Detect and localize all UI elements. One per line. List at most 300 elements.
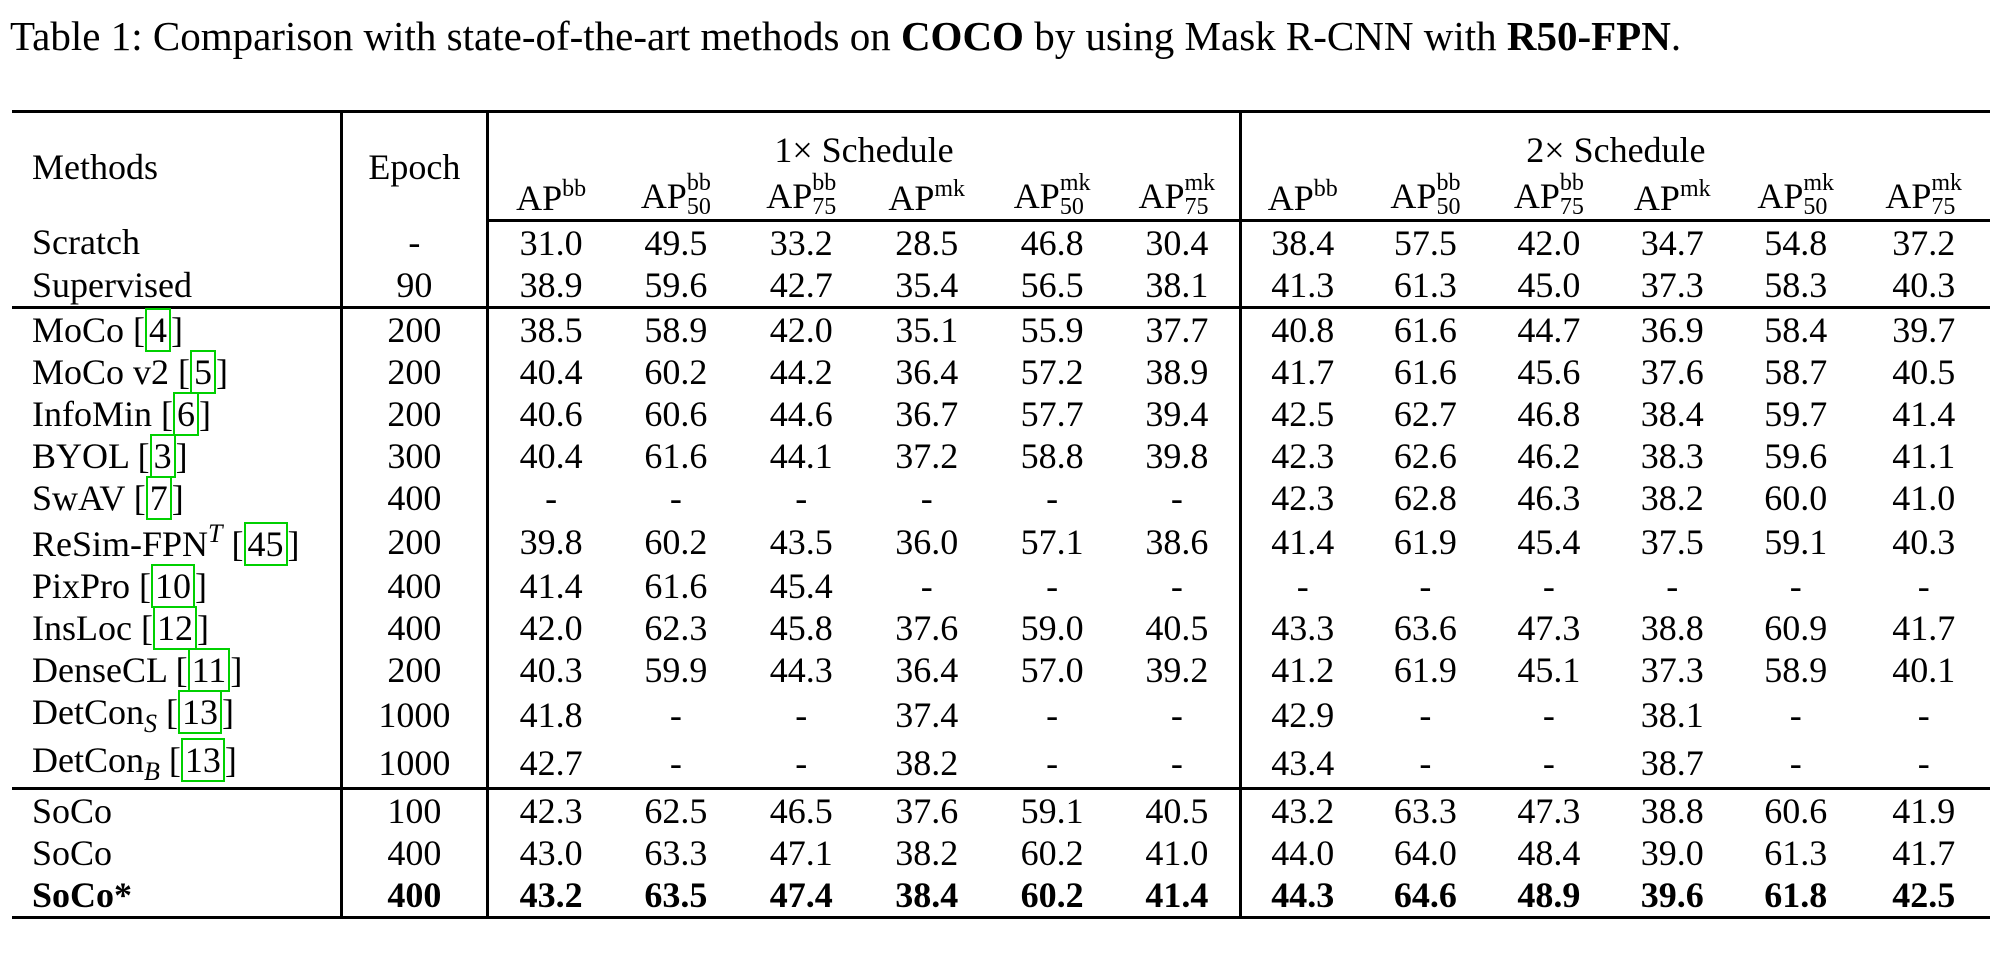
method-name: MoCo (32, 310, 134, 350)
metric-label (888, 178, 965, 218)
value-cell: 37.3 (1640, 650, 1704, 690)
metric-header (1734, 171, 1857, 221)
method-cell: ReSim-$FPN^T$ [ 45 ] (12, 519, 341, 565)
epoch-cell: 1000 (341, 691, 488, 739)
value-cell: 46.2 (1517, 436, 1581, 476)
caption-suffix: . (1670, 13, 1682, 59)
citation-link[interactable]: 12 (153, 606, 197, 650)
metric-sub: 75 (1184, 194, 1209, 220)
value-cell: 40.4 (519, 436, 583, 476)
method-subscript: B (144, 757, 160, 786)
value-cell: 44.0 (1271, 833, 1335, 873)
epoch-cell: 1000 (341, 739, 488, 789)
value-cell: 43.0 (519, 833, 583, 873)
value-cell: 40.6 (519, 394, 583, 434)
header-epoch: Epoch (341, 112, 488, 221)
caption-dataset: COCO (900, 13, 1024, 59)
method-cell: MoCo v2 [ 5 ] (12, 351, 341, 393)
value-cell: 37.2 (895, 436, 959, 476)
value-cell: 57.7 (1020, 394, 1084, 434)
metric-sup: bb (1313, 176, 1338, 202)
table-row (12, 832, 1990, 874)
value-cell: 38.7 (1640, 743, 1704, 783)
value-cell: 39.6 (1611, 874, 1734, 918)
value-cell: 58.4 (1734, 308, 1857, 352)
value-cell: 41.4 (519, 566, 583, 606)
epoch-cell: 400 (341, 874, 488, 918)
value-cell: 42.7 (769, 265, 833, 305)
value-cell: 44.2 (769, 352, 833, 392)
value-cell: 47.4 (739, 874, 864, 918)
citation-link[interactable]: 11 (188, 648, 231, 692)
metric-scripts (1560, 171, 1584, 219)
metric-base: AP (888, 178, 935, 218)
epoch-cell: 400 (341, 832, 488, 874)
epoch-cell: 90 (341, 264, 488, 308)
schedule-2x-label: 2× Schedule (1526, 130, 1706, 170)
method-cell (12, 832, 341, 874)
citation-link[interactable]: 13 (178, 690, 222, 734)
value-cell: 59.6 (1764, 436, 1828, 476)
value-cell: 40.4 (519, 352, 583, 392)
value-cell: 62.5 (613, 789, 738, 833)
caption-prefix: Table 1: Comparison with state-of-the-art methods on (10, 13, 901, 59)
value-cell: 46.8 (1020, 223, 1084, 263)
value-cell: 40.5 (1115, 607, 1240, 649)
value-cell: 59.6 (644, 265, 708, 305)
value-cell: 38.8 (1640, 608, 1704, 648)
method-cell: DetCon$_S$ [ 13 ] (12, 691, 341, 739)
method-name: DetCon (32, 692, 144, 732)
method-name: SoCo (32, 791, 113, 831)
metric-scripts (1060, 171, 1091, 219)
value-cell: 60.6 (1734, 789, 1857, 833)
table-row (12, 691, 1990, 739)
metric-base: AP (1267, 178, 1314, 218)
method-name: DetCon (32, 740, 144, 780)
value-cell: 42.3 (1271, 436, 1335, 476)
value-cell: 38.8 (1611, 789, 1734, 833)
method-name: InfoMin (32, 394, 161, 434)
table-row (12, 739, 1990, 789)
value-cell: 63.6 (1393, 608, 1457, 648)
value-cell: 49.5 (644, 223, 708, 263)
value-cell: 43.2 (488, 874, 613, 918)
value-cell: 41.4 (1892, 394, 1956, 434)
metric-scripts (1436, 171, 1460, 219)
value-cell: 42.0 (739, 308, 864, 352)
method-cell (12, 874, 341, 918)
value-cell: 39.8 (519, 522, 583, 562)
value-cell: 40.8 (1240, 308, 1363, 352)
value-cell: 42.3 (1271, 478, 1335, 518)
table-row (12, 874, 1990, 918)
method-cell: InfoMin [ 6 ] (12, 393, 341, 435)
value-cell: 60.2 (644, 352, 708, 392)
table-row (12, 789, 1990, 833)
value-cell: 41.2 (1271, 650, 1335, 690)
value-cell: 40.3 (1892, 522, 1956, 562)
value-cell: 56.5 (1020, 265, 1084, 305)
method-name: InsLoc (32, 608, 141, 648)
value-cell: 44.1 (769, 436, 833, 476)
metric-sup: bb (1559, 170, 1584, 196)
method-cell: BYOL [ 3 ] (12, 435, 341, 477)
value-cell: 57.1 (1020, 522, 1084, 562)
metric-label (1757, 170, 1835, 220)
value-cell: - (1296, 566, 1309, 606)
value-cell: 38.1 (1640, 695, 1704, 735)
value-cell: 40.1 (1892, 650, 1956, 690)
value-cell: 41.0 (1892, 478, 1956, 518)
value-cell: 41.4 (1271, 522, 1335, 562)
value-cell: 43.2 (1240, 789, 1363, 833)
value-cell: - (1046, 695, 1059, 735)
metric-sub: 50 (1436, 194, 1461, 220)
value-cell: 35.4 (895, 265, 959, 305)
value-cell: 45.8 (769, 608, 833, 648)
value-cell: 38.9 (1115, 351, 1240, 393)
metric-sup: mk (1059, 170, 1091, 196)
value-cell: 45.0 (1517, 265, 1581, 305)
value-cell: - (1046, 478, 1059, 518)
value-cell: 61.3 (1764, 833, 1828, 873)
metric-sup: mk (1931, 170, 1963, 196)
value-cell: 61.9 (1393, 650, 1457, 690)
value-cell: 38.6 (1115, 519, 1240, 565)
metric-header (1611, 171, 1734, 221)
metric-base: AP (1633, 178, 1680, 218)
metric-sup: mk (1803, 170, 1835, 196)
method-name: PixPro (32, 566, 140, 606)
header-methods: Methods (12, 112, 341, 221)
metric-scripts (812, 171, 836, 219)
value-cell: 63.3 (1364, 789, 1487, 833)
value-cell: 38.5 (488, 308, 613, 352)
citation-link[interactable]: 5 (190, 350, 216, 394)
value-cell: - (795, 478, 808, 518)
value-cell: 61.8 (1734, 874, 1857, 918)
value-cell: 42.3 (488, 789, 613, 833)
value-cell: 38.4 (864, 874, 989, 918)
value-cell: 61.6 (644, 436, 708, 476)
value-cell: 41.0 (1115, 832, 1240, 874)
value-cell: 60.9 (1764, 608, 1828, 648)
header-schedule-1x (488, 112, 1241, 172)
method-name: DenseCL (32, 650, 176, 690)
value-cell: - (1046, 566, 1059, 606)
value-cell: 58.7 (1764, 352, 1828, 392)
metric-base: AP (1757, 176, 1804, 216)
value-cell: 39.0 (1640, 833, 1704, 873)
value-cell: 30.4 (1115, 221, 1240, 265)
value-cell: - (1917, 743, 1930, 783)
value-cell: 46.3 (1517, 478, 1581, 518)
method-name: SwAV (32, 478, 134, 518)
epoch-cell: 200 (341, 649, 488, 691)
value-cell: 36.4 (895, 352, 959, 392)
value-cell: 37.5 (1640, 522, 1704, 562)
value-cell: - (795, 743, 808, 783)
table-body (12, 112, 1990, 918)
method-name: Scratch (32, 222, 140, 263)
value-cell: 41.8 (519, 695, 583, 735)
value-cell: - (669, 478, 682, 518)
value-cell: 38.4 (1271, 223, 1335, 263)
value-cell: 37.6 (895, 608, 959, 648)
metric-sup: mk (1184, 170, 1216, 196)
epoch-cell: 200 (341, 519, 488, 565)
epoch-cell: 200 (341, 351, 488, 393)
epoch-cell: 300 (341, 435, 488, 477)
value-cell: 41.4 (1115, 874, 1240, 918)
metric-header (864, 171, 989, 221)
value-cell: 45.4 (769, 566, 833, 606)
citation-link[interactable]: 13 (181, 738, 225, 782)
method-name: SoCo (32, 833, 113, 873)
value-cell: 36.4 (895, 650, 959, 690)
value-cell: 38.9 (519, 265, 583, 305)
metric-label (640, 170, 711, 220)
value-cell: 37.2 (1892, 223, 1956, 263)
value-cell: 46.8 (1517, 394, 1581, 434)
metric-sup: bb (812, 170, 837, 196)
metric-scripts (1185, 171, 1216, 219)
method-cell: DetCon$_B$ [ 13 ] (12, 739, 341, 789)
method-cell: InsLoc [ 12 ] (12, 607, 341, 649)
metric-label (1268, 178, 1338, 218)
citation-link[interactable]: 45 (244, 522, 288, 566)
metric-label (1634, 178, 1711, 218)
value-cell: 41.3 (1271, 265, 1335, 305)
value-cell: 42.5 (1271, 394, 1335, 434)
metric-sub: 50 (1059, 194, 1084, 220)
value-cell: 38.2 (1640, 478, 1704, 518)
metric-base: AP (1138, 176, 1185, 216)
value-cell: 62.6 (1393, 436, 1457, 476)
value-cell: 37.6 (1640, 352, 1704, 392)
metric-label (766, 170, 837, 220)
citation-link[interactable]: 3 (150, 434, 176, 478)
method-name: ReSim-FPN (32, 524, 209, 564)
value-cell: - (920, 566, 933, 606)
value-cell: 44.3 (769, 650, 833, 690)
value-cell: 37.3 (1640, 265, 1704, 305)
caption-middle: by using Mask R-CNN with (1023, 13, 1507, 59)
citation-link[interactable]: 6 (173, 392, 199, 436)
citation-link[interactable]: 7 (146, 476, 172, 520)
method-name: Supervised (32, 265, 192, 305)
value-cell: 38.1 (1115, 264, 1240, 308)
value-cell: 43.5 (769, 522, 833, 562)
value-cell: 37.6 (864, 789, 989, 833)
epoch-cell: 400 (341, 607, 488, 649)
value-cell: 60.6 (644, 394, 708, 434)
value-cell: 44.3 (1240, 874, 1363, 918)
value-cell: - (1115, 691, 1240, 739)
value-cell: 61.6 (1364, 308, 1487, 352)
value-cell: 64.6 (1364, 874, 1487, 918)
method-name: BYOL (32, 436, 138, 476)
value-cell: - (1789, 695, 1802, 735)
schedule-1x-label: 1× Schedule (774, 130, 954, 170)
value-cell: 60.2 (989, 874, 1114, 918)
value-cell: 47.1 (769, 833, 833, 873)
value-cell: 55.9 (989, 308, 1114, 352)
citation-link[interactable]: 4 (145, 308, 171, 352)
value-cell: - (1542, 695, 1555, 735)
metric-base: AP (1885, 176, 1932, 216)
metric-base: AP (1513, 176, 1560, 216)
metric-label (1885, 170, 1963, 220)
value-cell: 62.8 (1393, 478, 1457, 518)
metric-base: AP (516, 178, 563, 218)
value-cell: - (1419, 743, 1432, 783)
table-caption (10, 12, 1681, 60)
value-cell: 35.1 (864, 308, 989, 352)
value-cell: 39.8 (1115, 435, 1240, 477)
value-cell: 37.4 (895, 695, 959, 735)
value-cell: 63.3 (644, 833, 708, 873)
method-cell: PixPro [ 10 ] (12, 565, 341, 607)
metric-header (1857, 171, 1990, 221)
value-cell: 59.7 (1764, 394, 1828, 434)
value-cell: 59.9 (644, 650, 708, 690)
caption-backbone: R50-FPN (1506, 13, 1671, 59)
metric-sup: bb (1436, 170, 1461, 196)
value-cell: 61.9 (1393, 522, 1457, 562)
value-cell: 59.0 (1020, 608, 1084, 648)
citation-link[interactable]: 10 (151, 564, 195, 608)
value-cell: 46.5 (739, 789, 864, 833)
value-cell: 61.3 (1393, 265, 1457, 305)
method-superscript: T (208, 519, 223, 548)
value-cell: 45.6 (1517, 352, 1581, 392)
value-cell: 38.3 (1640, 436, 1704, 476)
epoch-cell: 200 (341, 308, 488, 352)
value-cell: 60.2 (644, 522, 708, 562)
value-cell: - (1789, 743, 1802, 783)
results-table (12, 110, 1990, 919)
value-cell: 57.2 (1020, 352, 1084, 392)
value-cell: 54.8 (1764, 223, 1828, 263)
value-cell: 40.5 (1892, 352, 1956, 392)
value-cell: 45.4 (1517, 522, 1581, 562)
epoch-cell: 100 (341, 789, 488, 833)
value-cell: 37.7 (1115, 308, 1240, 352)
method-cell: SwAV [ 7 ] (12, 477, 341, 519)
value-cell: 61.6 (1393, 352, 1457, 392)
metric-base: AP (1390, 176, 1437, 216)
value-cell: 43.3 (1271, 608, 1335, 648)
value-cell: 47.3 (1487, 789, 1610, 833)
metric-header (488, 171, 613, 221)
table-row (12, 649, 1990, 691)
metric-sup: mk (1679, 176, 1711, 202)
epoch-cell: 200 (341, 393, 488, 435)
value-cell: - (669, 695, 682, 735)
value-cell: 41.7 (1892, 833, 1956, 873)
value-cell: 57.5 (1393, 223, 1457, 263)
value-cell: - (669, 743, 682, 783)
value-cell: 40.5 (1115, 789, 1240, 833)
value-cell: 48.9 (1487, 874, 1610, 918)
header-row-schedules (12, 112, 1990, 172)
header-schedule-2x (1240, 112, 1990, 172)
value-cell: 47.3 (1517, 608, 1581, 648)
value-cell: - (1542, 566, 1555, 606)
metric-label (1138, 170, 1216, 220)
method-subscript: S (144, 709, 157, 738)
value-cell: 44.6 (769, 394, 833, 434)
metric-header (739, 171, 864, 221)
value-cell: 58.8 (1020, 436, 1084, 476)
value-cell: - (1419, 695, 1432, 735)
method-cell (12, 789, 341, 833)
value-cell: - (1115, 739, 1240, 789)
value-cell: 44.7 (1487, 308, 1610, 352)
value-cell: - (1666, 566, 1679, 606)
method-cell (12, 221, 341, 265)
metric-sup: bb (562, 176, 587, 202)
method-cell: DenseCL [ 11 ] (12, 649, 341, 691)
method-name: SoCo* (32, 875, 133, 915)
value-cell: 59.1 (989, 789, 1114, 833)
epoch-cell: - (341, 221, 488, 265)
value-cell: 41.7 (1892, 608, 1956, 648)
value-cell: 42.0 (1517, 223, 1581, 263)
value-cell: 39.4 (1115, 393, 1240, 435)
value-cell: 42.7 (519, 743, 583, 783)
value-cell: 61.6 (644, 566, 708, 606)
metric-sub: 50 (1803, 194, 1828, 220)
value-cell: 43.4 (1271, 743, 1335, 783)
metric-label (516, 178, 586, 218)
metric-header (613, 171, 738, 221)
value-cell: 31.0 (519, 223, 583, 263)
metric-sup: bb (686, 170, 711, 196)
value-cell: 59.1 (1764, 522, 1828, 562)
value-cell: 34.7 (1640, 223, 1704, 263)
value-cell: 38.2 (895, 833, 959, 873)
value-cell: 39.7 (1857, 308, 1990, 352)
value-cell: 41.9 (1857, 789, 1990, 833)
value-cell: - (920, 478, 933, 518)
metric-sub: 75 (1931, 194, 1956, 220)
value-cell: 42.0 (519, 608, 583, 648)
value-cell: 38.4 (1640, 394, 1704, 434)
metric-scripts (687, 171, 711, 219)
metric-sub: 75 (812, 194, 837, 220)
method-name: MoCo v2 (32, 352, 179, 392)
metric-base: AP (640, 176, 687, 216)
value-cell: 58.9 (1764, 650, 1828, 690)
value-cell: - (795, 695, 808, 735)
value-cell: 60.0 (1764, 478, 1828, 518)
value-cell: 42.9 (1271, 695, 1335, 735)
metric-label (1513, 170, 1584, 220)
value-cell: 45.1 (1517, 650, 1581, 690)
metric-sub: 75 (1559, 194, 1584, 220)
value-cell: 40.3 (1892, 265, 1956, 305)
table-row (12, 308, 1990, 352)
value-cell: 58.3 (1764, 265, 1828, 305)
table-row (12, 519, 1990, 565)
table-row (12, 351, 1990, 393)
metric-label (1390, 170, 1461, 220)
epoch-cell: 400 (341, 477, 488, 519)
value-cell: 48.4 (1517, 833, 1581, 873)
